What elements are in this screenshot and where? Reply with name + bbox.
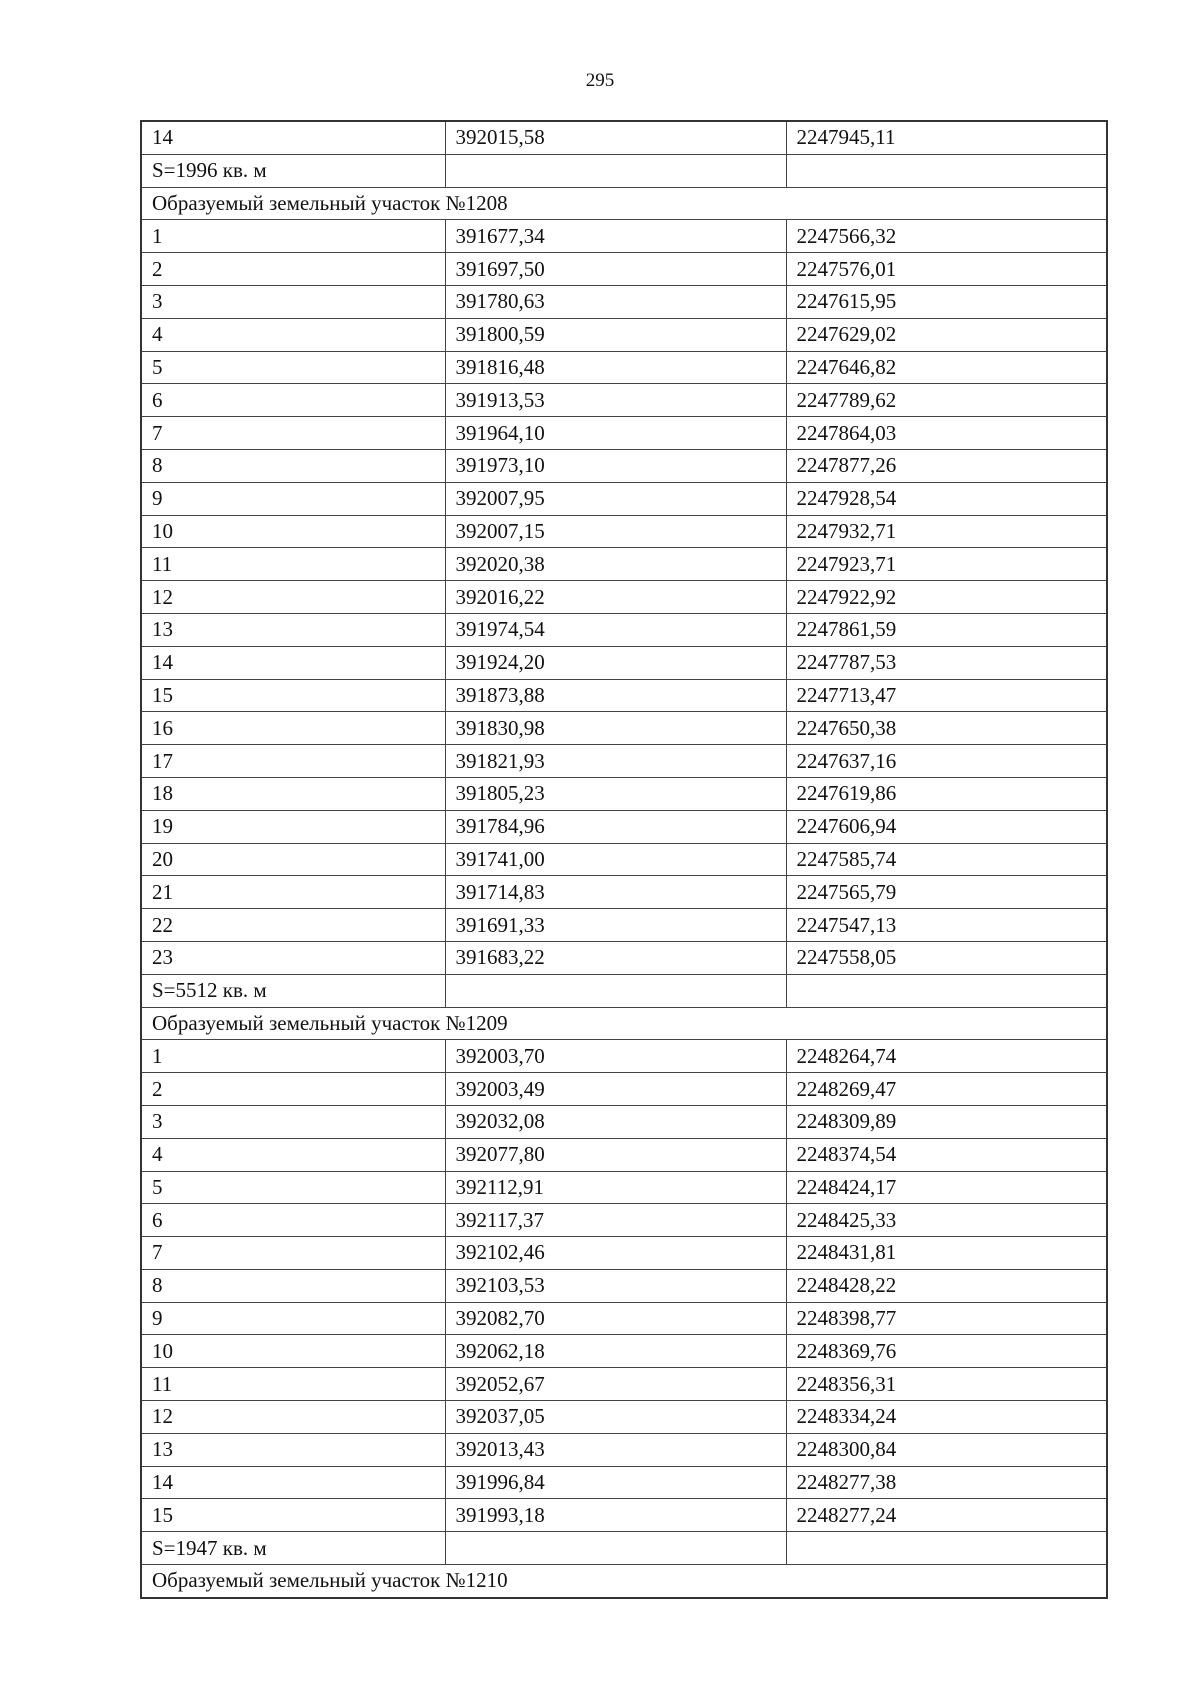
coordinate-row [141, 1499, 1107, 1532]
coordinate-row [141, 285, 1107, 318]
x-coordinate-cell: 392117,37 [445, 1204, 786, 1237]
y-coordinate-cell: 2247928,54 [786, 482, 1107, 515]
coordinate-row [141, 417, 1107, 450]
empty-cell [445, 1532, 786, 1565]
y-coordinate-cell: 2247615,95 [786, 285, 1107, 318]
y-coordinate-cell: 2247932,71 [786, 515, 1107, 548]
coordinate-row [141, 876, 1107, 909]
y-coordinate-cell: 2247922,92 [786, 581, 1107, 614]
coordinate-row [141, 1138, 1107, 1171]
point-number-cell: 2 [141, 1073, 445, 1106]
point-number-cell: 5 [141, 351, 445, 384]
y-coordinate-cell: 2247945,11 [786, 121, 1107, 154]
y-coordinate-cell: 2248309,89 [786, 1105, 1107, 1138]
point-number-cell: 14 [141, 121, 445, 154]
area-row [141, 1532, 1107, 1565]
coordinate-row [141, 384, 1107, 417]
x-coordinate-cell: 392013,43 [445, 1433, 786, 1466]
point-number-cell: 10 [141, 515, 445, 548]
y-coordinate-cell: 2247637,16 [786, 745, 1107, 778]
y-coordinate-cell: 2248277,24 [786, 1499, 1107, 1532]
x-coordinate-cell: 391677,34 [445, 220, 786, 253]
coordinate-row [141, 1335, 1107, 1368]
x-coordinate-cell: 392007,95 [445, 482, 786, 515]
x-coordinate-cell: 392016,22 [445, 581, 786, 614]
x-coordinate-cell: 391714,83 [445, 876, 786, 909]
point-number-cell: 7 [141, 417, 445, 450]
y-coordinate-cell: 2247619,86 [786, 777, 1107, 810]
x-coordinate-cell: 392032,08 [445, 1105, 786, 1138]
coordinate-row [141, 1401, 1107, 1434]
y-coordinate-cell: 2248269,47 [786, 1073, 1107, 1106]
x-coordinate-cell: 392112,91 [445, 1171, 786, 1204]
coordinate-row [141, 220, 1107, 253]
x-coordinate-cell: 391974,54 [445, 613, 786, 646]
coordinate-row [141, 613, 1107, 646]
x-coordinate-cell: 392003,49 [445, 1073, 786, 1106]
area-row [141, 974, 1107, 1007]
coordinate-row [141, 1204, 1107, 1237]
x-coordinate-cell: 391741,00 [445, 843, 786, 876]
coordinate-row [141, 351, 1107, 384]
y-coordinate-cell: 2248369,76 [786, 1335, 1107, 1368]
point-number-cell: 12 [141, 1401, 445, 1434]
y-coordinate-cell: 2247650,38 [786, 712, 1107, 745]
page-number: 295 [585, 70, 615, 91]
coordinate-row [141, 646, 1107, 679]
point-number-cell: 12 [141, 581, 445, 614]
coordinate-row [141, 318, 1107, 351]
point-number-cell: 4 [141, 1138, 445, 1171]
coordinate-row [141, 515, 1107, 548]
y-coordinate-cell: 2247923,71 [786, 548, 1107, 581]
point-number-cell: 10 [141, 1335, 445, 1368]
y-coordinate-cell: 2248334,24 [786, 1401, 1107, 1434]
coordinate-row [141, 745, 1107, 778]
x-coordinate-cell: 391964,10 [445, 417, 786, 450]
x-coordinate-cell: 391683,22 [445, 941, 786, 974]
coordinate-row [141, 777, 1107, 810]
point-number-cell: 1 [141, 220, 445, 253]
point-number-cell: 14 [141, 1466, 445, 1499]
x-coordinate-cell: 391800,59 [445, 318, 786, 351]
y-coordinate-cell: 2247585,74 [786, 843, 1107, 876]
y-coordinate-cell: 2248300,84 [786, 1433, 1107, 1466]
x-coordinate-cell: 391873,88 [445, 679, 786, 712]
area-cell: S=1996 кв. м [141, 154, 445, 187]
coordinates-table-body [141, 121, 1107, 1598]
coordinate-row [141, 1073, 1107, 1106]
coordinate-row [141, 1466, 1107, 1499]
y-coordinate-cell: 2247877,26 [786, 449, 1107, 482]
y-coordinate-cell: 2248398,77 [786, 1302, 1107, 1335]
x-coordinate-cell: 392102,46 [445, 1237, 786, 1270]
x-coordinate-cell: 391924,20 [445, 646, 786, 679]
coordinate-row [141, 843, 1107, 876]
coordinate-row [141, 1040, 1107, 1073]
x-coordinate-cell: 392077,80 [445, 1138, 786, 1171]
y-coordinate-cell: 2248428,22 [786, 1269, 1107, 1302]
coordinate-row [141, 810, 1107, 843]
point-number-cell: 13 [141, 1433, 445, 1466]
point-number-cell: 22 [141, 909, 445, 942]
point-number-cell: 17 [141, 745, 445, 778]
empty-cell [445, 974, 786, 1007]
empty-cell [786, 1532, 1107, 1565]
coordinate-row [141, 909, 1107, 942]
x-coordinate-cell: 392052,67 [445, 1368, 786, 1401]
x-coordinate-cell: 392082,70 [445, 1302, 786, 1335]
point-number-cell: 19 [141, 810, 445, 843]
x-coordinate-cell: 392007,15 [445, 515, 786, 548]
x-coordinate-cell: 391780,63 [445, 285, 786, 318]
coordinate-row [141, 1368, 1107, 1401]
x-coordinate-cell: 391805,23 [445, 777, 786, 810]
parcel-header-cell: Образуемый земельный участок №1208 [141, 187, 1107, 220]
y-coordinate-cell: 2247606,94 [786, 810, 1107, 843]
x-coordinate-cell: 391973,10 [445, 449, 786, 482]
y-coordinate-cell: 2248431,81 [786, 1237, 1107, 1270]
point-number-cell: 11 [141, 548, 445, 581]
y-coordinate-cell: 2248425,33 [786, 1204, 1107, 1237]
point-number-cell: 7 [141, 1237, 445, 1270]
point-number-cell: 6 [141, 1204, 445, 1237]
y-coordinate-cell: 2247864,03 [786, 417, 1107, 450]
x-coordinate-cell: 392037,05 [445, 1401, 786, 1434]
point-number-cell: 23 [141, 941, 445, 974]
coordinate-row [141, 679, 1107, 712]
point-number-cell: 3 [141, 1105, 445, 1138]
area-row [141, 154, 1107, 187]
coordinate-row [141, 712, 1107, 745]
x-coordinate-cell: 391993,18 [445, 1499, 786, 1532]
y-coordinate-cell: 2247789,62 [786, 384, 1107, 417]
x-coordinate-cell: 391691,33 [445, 909, 786, 942]
y-coordinate-cell: 2248356,31 [786, 1368, 1107, 1401]
point-number-cell: 11 [141, 1368, 445, 1401]
x-coordinate-cell: 391913,53 [445, 384, 786, 417]
y-coordinate-cell: 2247565,79 [786, 876, 1107, 909]
y-coordinate-cell: 2247576,01 [786, 253, 1107, 286]
coordinates-table [140, 120, 1108, 1599]
point-number-cell: 9 [141, 482, 445, 515]
point-number-cell: 8 [141, 449, 445, 482]
point-number-cell: 20 [141, 843, 445, 876]
y-coordinate-cell: 2247861,59 [786, 613, 1107, 646]
y-coordinate-cell: 2248374,54 [786, 1138, 1107, 1171]
coordinate-row [141, 1171, 1107, 1204]
x-coordinate-cell: 392062,18 [445, 1335, 786, 1368]
point-number-cell: 16 [141, 712, 445, 745]
x-coordinate-cell: 391830,98 [445, 712, 786, 745]
y-coordinate-cell: 2247713,47 [786, 679, 1107, 712]
parcel-header-cell: Образуемый земельный участок №1209 [141, 1007, 1107, 1040]
empty-cell [786, 974, 1107, 1007]
area-cell: S=5512 кв. м [141, 974, 445, 1007]
point-number-cell: 6 [141, 384, 445, 417]
coordinate-row [141, 482, 1107, 515]
y-coordinate-cell: 2247566,32 [786, 220, 1107, 253]
point-number-cell: 2 [141, 253, 445, 286]
x-coordinate-cell: 391996,84 [445, 1466, 786, 1499]
point-number-cell: 15 [141, 1499, 445, 1532]
coordinate-row [141, 1105, 1107, 1138]
point-number-cell: 8 [141, 1269, 445, 1302]
coordinate-row [141, 449, 1107, 482]
x-coordinate-cell: 392003,70 [445, 1040, 786, 1073]
parcel-header-row [141, 1007, 1107, 1040]
point-number-cell: 18 [141, 777, 445, 810]
coordinate-row [141, 1433, 1107, 1466]
parcel-header-row [141, 1565, 1107, 1598]
x-coordinate-cell: 391816,48 [445, 351, 786, 384]
point-number-cell: 21 [141, 876, 445, 909]
coordinate-row [141, 1237, 1107, 1270]
point-number-cell: 9 [141, 1302, 445, 1335]
empty-cell [786, 154, 1107, 187]
coordinate-row [141, 548, 1107, 581]
y-coordinate-cell: 2247629,02 [786, 318, 1107, 351]
coordinate-row [141, 941, 1107, 974]
coordinate-row [141, 253, 1107, 286]
coordinate-row [141, 1302, 1107, 1335]
parcel-header-cell: Образуемый земельный участок №1210 [141, 1565, 1107, 1598]
y-coordinate-cell: 2247646,82 [786, 351, 1107, 384]
x-coordinate-cell: 391821,93 [445, 745, 786, 778]
y-coordinate-cell: 2247558,05 [786, 941, 1107, 974]
point-number-cell: 5 [141, 1171, 445, 1204]
point-number-cell: 15 [141, 679, 445, 712]
y-coordinate-cell: 2248264,74 [786, 1040, 1107, 1073]
coordinate-row [141, 1269, 1107, 1302]
x-coordinate-cell: 392015,58 [445, 121, 786, 154]
x-coordinate-cell: 392103,53 [445, 1269, 786, 1302]
y-coordinate-cell: 2248277,38 [786, 1466, 1107, 1499]
point-number-cell: 4 [141, 318, 445, 351]
x-coordinate-cell: 391697,50 [445, 253, 786, 286]
area-cell: S=1947 кв. м [141, 1532, 445, 1565]
point-number-cell: 3 [141, 285, 445, 318]
point-number-cell: 13 [141, 613, 445, 646]
coordinate-row [141, 581, 1107, 614]
y-coordinate-cell: 2248424,17 [786, 1171, 1107, 1204]
x-coordinate-cell: 391784,96 [445, 810, 786, 843]
y-coordinate-cell: 2247787,53 [786, 646, 1107, 679]
parcel-header-row [141, 187, 1107, 220]
empty-cell [445, 154, 786, 187]
coordinate-row [141, 121, 1107, 154]
point-number-cell: 14 [141, 646, 445, 679]
x-coordinate-cell: 392020,38 [445, 548, 786, 581]
point-number-cell: 1 [141, 1040, 445, 1073]
y-coordinate-cell: 2247547,13 [786, 909, 1107, 942]
